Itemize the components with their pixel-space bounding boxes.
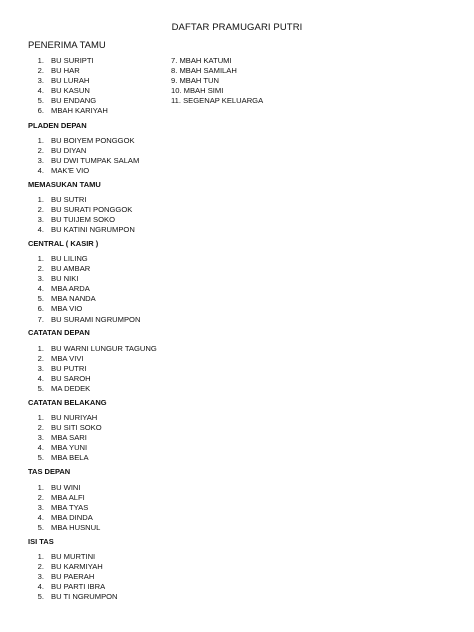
section-heading-catatan-depan: CATATAN DEPAN bbox=[28, 328, 90, 337]
section-heading-catatan-belakang: CATATAN BELAKANG bbox=[28, 398, 107, 407]
section-heading-tas-depan: TAS DEPAN bbox=[28, 467, 71, 476]
document-page: DAFTAR PRAMUGARI PUTRI PENERIMA TAMU 1. BU SURIPTI 2. BU HAR 3. BU LURAH 4. BU KASUN 5. BU ENDANG 6. MBAH KARIYAH 7. MBAH KATUMI 8. MBAH SAMILAH 9. MBAH TUN 10. MBAH SIMI 11. SEGENAP KELUARGA PLADEN DEPAN 1. BU BOIYEM PONGGOK 2. BU DIYAN 3. BU DWI TUMPAK SALAM 4. MAK'E VIO MEMASUKAN TAMU 1. BU SUTRI 2. BU SURATI PONGGOK 3. BU TUIJEM SOKO 4. BU KATINI NGRUMPON CENTRAL ( KASIR ) 1. BU LILING 2. BU AMBAR 3. BU NIKI 4. MBA ARDA 5. MBA NANDA 6. MBA VIO 7. BU SURAMI NGRUMPON CATATAN DEPAN 1. BU WARNI LUNGUR TAGUNG 2. MBA VIVI 3. BU PUTRI 4. BU SAROH 5. MA DEDEK CATATAN BELAKANG 1. BU NURIYAH 2. BU SITI SOKO 3. MBA SARI 4. MBA YUNI 5. MBA BELA TAS DEPAN 1. BU WINI 2. MBA ALFI 3. MBA TYAS 4. MBA DINDA 5. MBA HUSNUL ISI TAS 1. BU MURTINI 2. BU KARMIYAH 3. BU PAERAH 4. BU PARTI IBRA 5. BU TI NGRUMPON bbox=[0, 0, 474, 632]
section-heading-isi-tas: ISI TAS bbox=[28, 537, 54, 546]
section-heading-central-kasir: CENTRAL ( KASIR ) bbox=[28, 239, 99, 248]
page-title: DAFTAR PRAMUGARI PUTRI bbox=[171, 22, 303, 33]
section-heading-penerima-tamu: PENERIMA TAMU bbox=[28, 40, 106, 51]
section-heading-memasukan-tamu: MEMASUKAN TAMU bbox=[28, 180, 101, 189]
section-heading-pladen-depan: PLADEN DEPAN bbox=[28, 121, 87, 130]
